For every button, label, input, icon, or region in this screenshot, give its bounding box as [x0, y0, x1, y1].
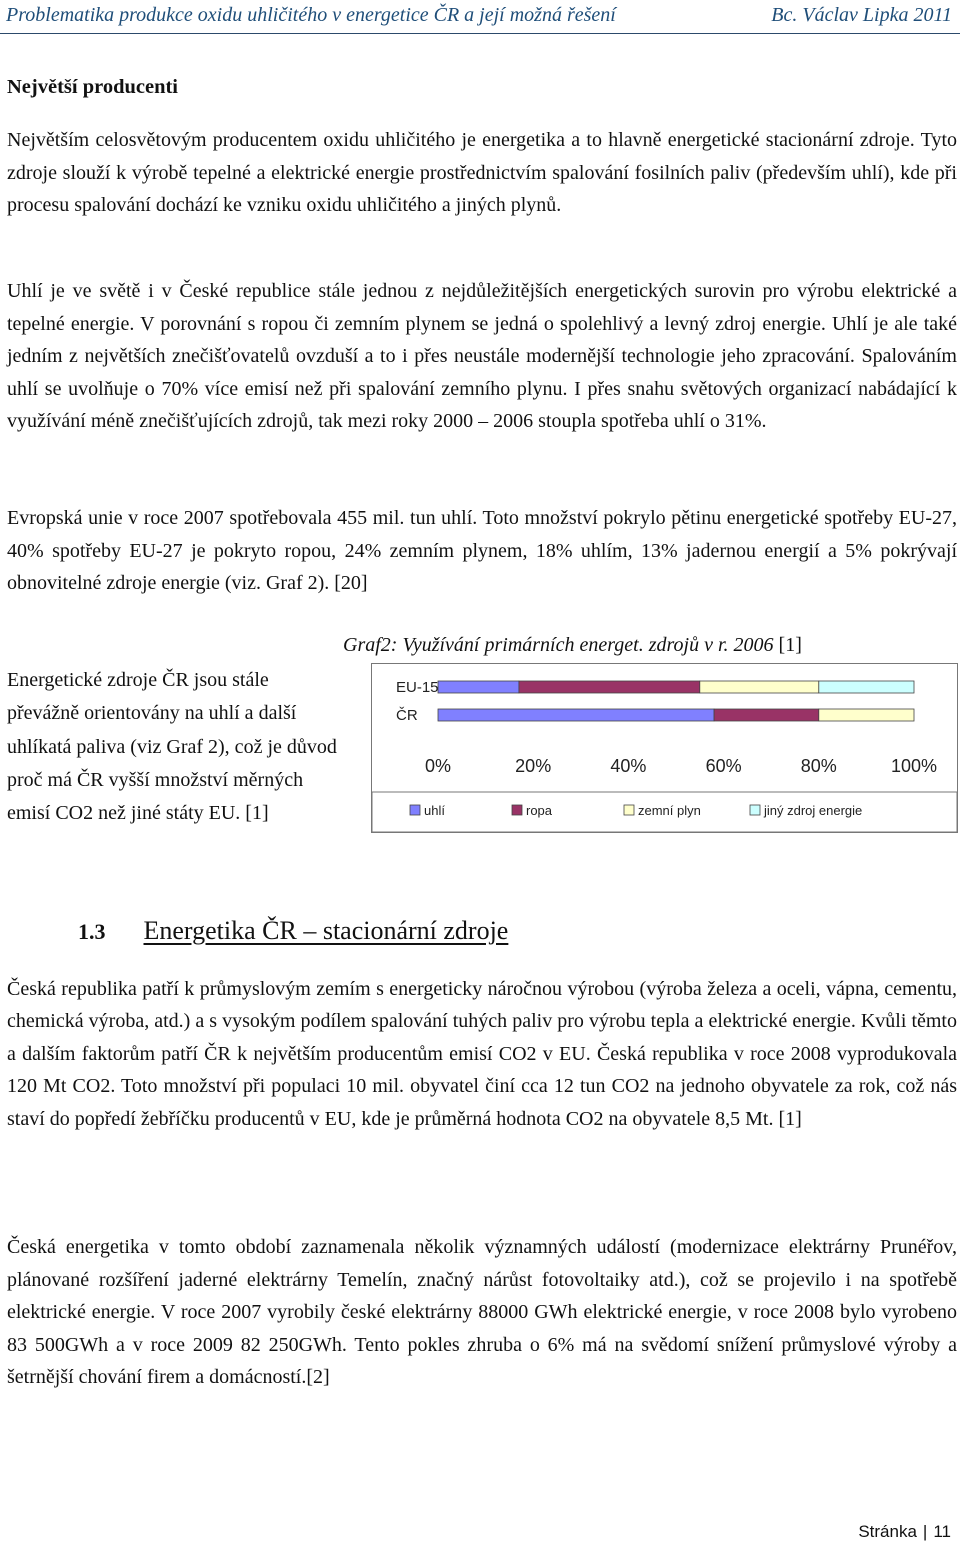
bar-1-2: [819, 709, 914, 721]
x-tick-label: 40%: [610, 756, 647, 776]
x-tick-label: 60%: [705, 756, 742, 776]
section-number: 1.3: [78, 919, 106, 944]
page-number: 11: [933, 1522, 951, 1541]
x-tick-label: 100%: [890, 756, 938, 776]
legend-swatch: [410, 805, 420, 815]
side-paragraph: Energetické zdroje ČR jsou stále převážně orientovány na uhlí a další uhlíkatá paliva (viz Graf 2), což je důvod proč má ČR vyšší množství měrných emisí CO2 než jiné státy EU. [1]: [7, 669, 337, 825]
category-label: EU-15: [396, 679, 439, 696]
legend-swatch: [750, 805, 760, 815]
legend-label: zemní plyn: [638, 803, 701, 818]
x-tick-label: 20%: [515, 756, 552, 776]
x-axis-ticks: [425, 756, 937, 776]
bar-1-1: [714, 709, 819, 721]
chart-frame: [371, 663, 958, 833]
heading-largest-producers: Největší producenti: [7, 76, 179, 98]
legend-swatch: [512, 805, 522, 815]
bar-0-1: [519, 681, 700, 693]
legend-label: ropa: [526, 803, 553, 818]
legend-label: jiný zdroj energie: [764, 803, 863, 818]
chart-caption: [343, 634, 802, 657]
paragraph-4: Česká republika patří k průmyslovým zemím s energeticky náročnou výrobou (výroba železa a oceli, vápna, cementu, chemická výroba, atd.) a s vysokým podílem spalování tuhých paliv pro výrobu tepla a elektrické energie. Kvůli těmto a dalším faktorům patří ČR k největším producentům emisí CO2 v EU. Česká republika v roce 2008 vyprodukovala 120 Mt CO2. Toto množství při populaci 10 mil. obyvatel činí cca 12 tun CO2 na jednoho obyvatele za rok, což nás staví do popředí žebříčku producentů v EU, kde je průměrná hodnota CO2 na obyvatele 8,5 Mt. [1]: [7, 978, 957, 1130]
header-author: Bc. Václav Lipka 2011: [771, 4, 952, 26]
page-label: Stránka: [858, 1522, 917, 1541]
page-separator: |: [922, 1522, 928, 1541]
legend-label: uhlí: [424, 803, 445, 818]
stacked-bar-chart: [372, 664, 957, 832]
page-header: [0, 0, 960, 34]
section-title: Energetika ČR – stacionární zdroje: [143, 916, 509, 945]
header-title: Problematika produkce oxidu uhličitého v energetice ČR a její možná řešení: [6, 4, 616, 26]
category-label: ČR: [396, 707, 418, 724]
bar-0-0: [438, 681, 519, 693]
category-labels: [396, 679, 439, 724]
paragraph-5: Česká energetika v tomto období zaznamenala několik významných událostí (modernizace elektrárny Prunéřov, plánované rozšíření jaderné elektrárny Temelín, značný nárůst fotovoltaiky atd.), což se projevilo i na spotřebě elektrické energie. V roce 2007 vyrobily české elektrárny 88000 GWh elektrické energie, v roce 2008 bylo vyrobeno 83 500GWh a v roce 2009 82 250GWh. Tento pokles zhruba o 6% má na svědomí snížení průmyslové výroby a šetrnější chování firem a domácností.[2]: [7, 1236, 957, 1388]
paragraph-1: Největším celosvětovým producentem oxidu uhličitého je energetika a to hlavně energetické stacionární zdroje. Tyto zdroje slouží k výrobě tepelné a elektrické energie prostřednictvím spalování fosilních paliv (především uhlí), kde při procesu spalování dochází ke vzniku oxidu uhličitého a jiných plynů.: [7, 129, 957, 216]
chart-caption-text: Graf2: Využívání primárních energet. zdrojů v r. 2006: [343, 634, 774, 656]
legend-swatch: [624, 805, 634, 815]
paragraph-2: Uhlí je ve světě i v České republice stále jednou z nejdůležitějších energetických surovin pro výrobu elektrické a tepelné energie. V porovnání s ropou či zemním plynem se jedná o spolehlivý a levný zdroj energie. Uhlí je ale také jedním z největších znečišťovatelů ovzduší a to i přes neustále modernější technologie jeho zpracování. Spalováním uhlí se uvolňuje o 70% více emisí než při spalování zemního plynu. I přes snahu světových organizací nabádající k využívání méně znečišťujících zdrojů, tak mezi roky 2000 – 2006 stoupla spotřeba uhlí o 31%.: [7, 280, 957, 433]
section-heading: [78, 916, 508, 946]
chart-caption-ref: [1]: [778, 634, 802, 656]
page-footer: [858, 1522, 951, 1542]
bar-0-2: [700, 681, 819, 693]
x-tick-label: 80%: [800, 756, 837, 776]
bars-layer: [438, 681, 914, 721]
paragraph-3: Evropská unie v roce 2007 spotřebovala 455 mil. tun uhlí. Toto množství pokrylo pětinu energetické spotřeby EU-27, 40% spotřeby EU-27 je pokryto ropou, 24% zemním plynem, 18% uhlím, 13% jadernou energií a 5% pokrývají obnovitelné zdroje energie (viz. Graf 2). [20]: [7, 507, 957, 594]
x-tick-label: 0%: [424, 756, 452, 776]
bar-0-3: [819, 681, 914, 693]
bar-1-0: [438, 709, 714, 721]
